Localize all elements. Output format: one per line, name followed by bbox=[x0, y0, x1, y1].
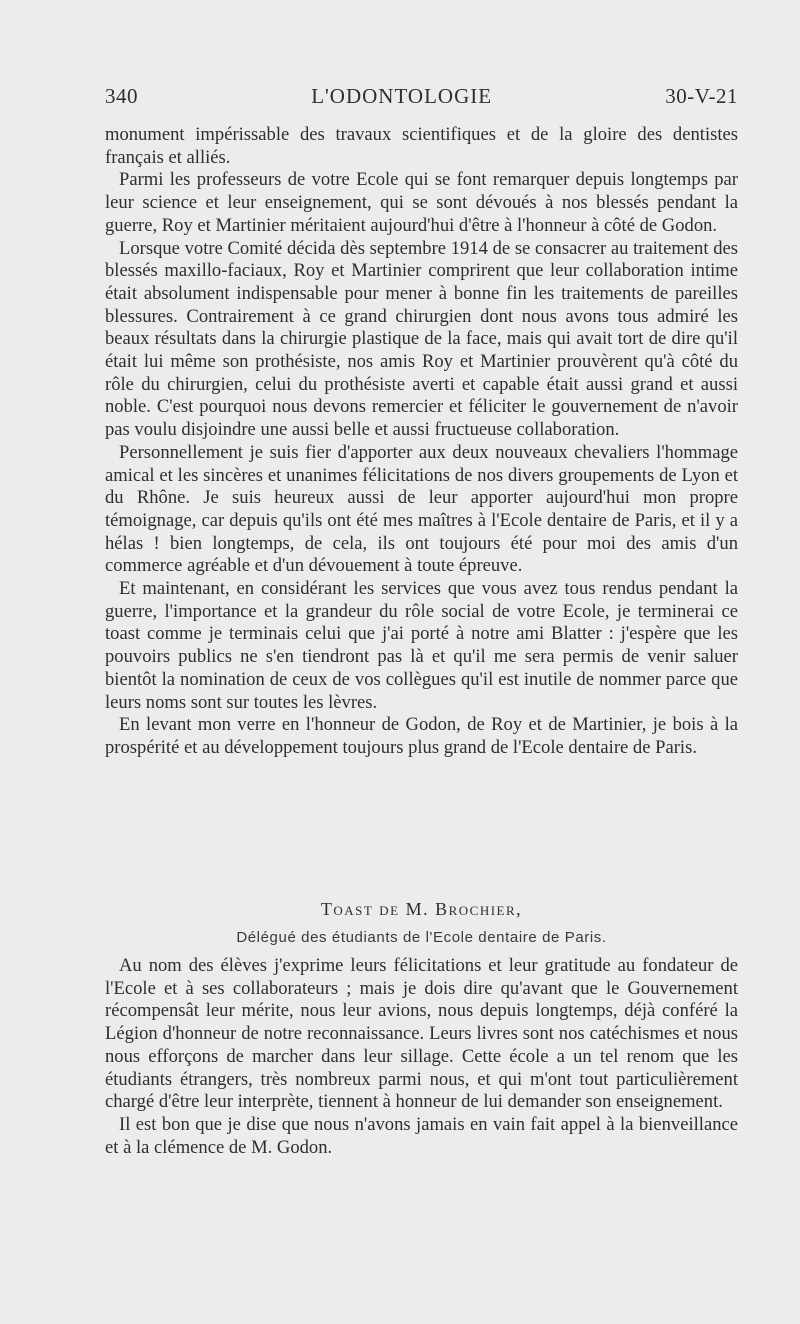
toast-heading: Toast de M. Brochier, bbox=[320, 899, 523, 919]
paragraph: Au nom des élèves j'exprime leurs félicitations et leur gratitude au fondateur de l'Ecole et à ses collaborateurs ; mais je dois dire qu'avant que le Gouvernement récompensât leur mérite, nous leur avions, nous depuis longtemps, déjà conféré la Légion d'honneur de notre reconnaissance. Leurs livres sont nos catéchismes et nous nous efforçons de marcher dans leur sillage. Cette école a un tel renom que les étudiants étrangers, très nombreux parmi nous, et qui m'ont tout particulièrement chargé d'être leur interprète, tiennent à honneur de lui demander son enseignement. bbox=[105, 955, 738, 1113]
issue-date: 30-V-21 bbox=[665, 84, 738, 108]
paragraph: Et maintenant, en considérant les services que vous avez tous rendus pendant la guerre, l'importance et la grandeur du rôle social de votre Ecole, je terminerai ce toast comme je terminais celui que j'ai porté à notre ami Blatter : j'espère que les pouvoirs publics ne s'en tiendront pas là et qu'il me sera permis de venir saluer bientôt la nomination de ceux de vos collègues qu'il est inutile de nommer parce que leurs noms sont sur toutes les lèvres. bbox=[105, 578, 738, 713]
body-text-section-one bbox=[105, 124, 738, 760]
journal-title: L'ODONTOLOGIE bbox=[311, 84, 493, 108]
paragraph: Lorsque votre Comité décida dès septembre 1914 de se consacrer au traitement des blessés maxillo-faciaux, Roy et Martinier comprirent que leur collaboration intime était absolument indispensable pour mener à bonne fin les traitements de pareilles blessures. Contrairement à ce grand chirurgien dont nous avons tous admiré les beaux résultats dans la chirurgie plastique de la face, mais qui avait tort de dire qu'il était lui même son prothésiste, nos amis Roy et Martinier prouvèrent qu'à côté du rôle du chirurgien, celui du prothésiste averti et capable était aussi grand et aussi noble. C'est pourquoi nous devons remercier et féliciter le gouvernement de n'avoir pas voulu disjoindre une aussi belle et aussi fructueuse collaboration. bbox=[105, 237, 738, 441]
toast-subheading: Délégué des étudiants de l'Ecole dentaire de Paris. bbox=[236, 929, 607, 946]
paragraph: Il est bon que je dise que nous n'avons jamais en vain fait appel à la bienveillance et à la clémence de M. Godon. bbox=[105, 1113, 738, 1158]
running-header bbox=[105, 84, 738, 109]
paragraph: Parmi les professeurs de votre Ecole qui se font remarquer depuis longtemps par leur science et leur enseignement, qui se sont dévoués à nos blessés pendant la guerre, Roy et Martinier méritaient aujourd'hui d'être à l'honneur à côté de Godon. bbox=[105, 169, 738, 236]
paragraph: En levant mon verre en l'honneur de Godon, de Roy et de Martinier, je bois à la prospérité et au développement toujours plus grand de l'Ecole dentaire de Paris. bbox=[105, 714, 738, 758]
paragraph: monument impérissable des travaux scientifiques et de la gloire des dentistes français et alliés. bbox=[105, 124, 738, 168]
page-number: 340 bbox=[105, 84, 138, 108]
body-text-section-two bbox=[105, 955, 738, 1159]
paragraph: Personnellement je suis fier d'apporter aux deux nouveaux chevaliers l'hommage amical et les sincères et unanimes félicitations de nos divers groupements de Lyon et du Rhône. Je suis heureux aussi de leur apporter aujourd'hui mon propre témoignage, car depuis qu'ils ont été mes maîtres à l'Ecole dentaire de Paris, et il y a hélas ! bien longtemps, de cela, ils ont toujours été pour moi des amis d'un commerce agréable et d'un dévouement à toute épreuve. bbox=[105, 441, 738, 577]
